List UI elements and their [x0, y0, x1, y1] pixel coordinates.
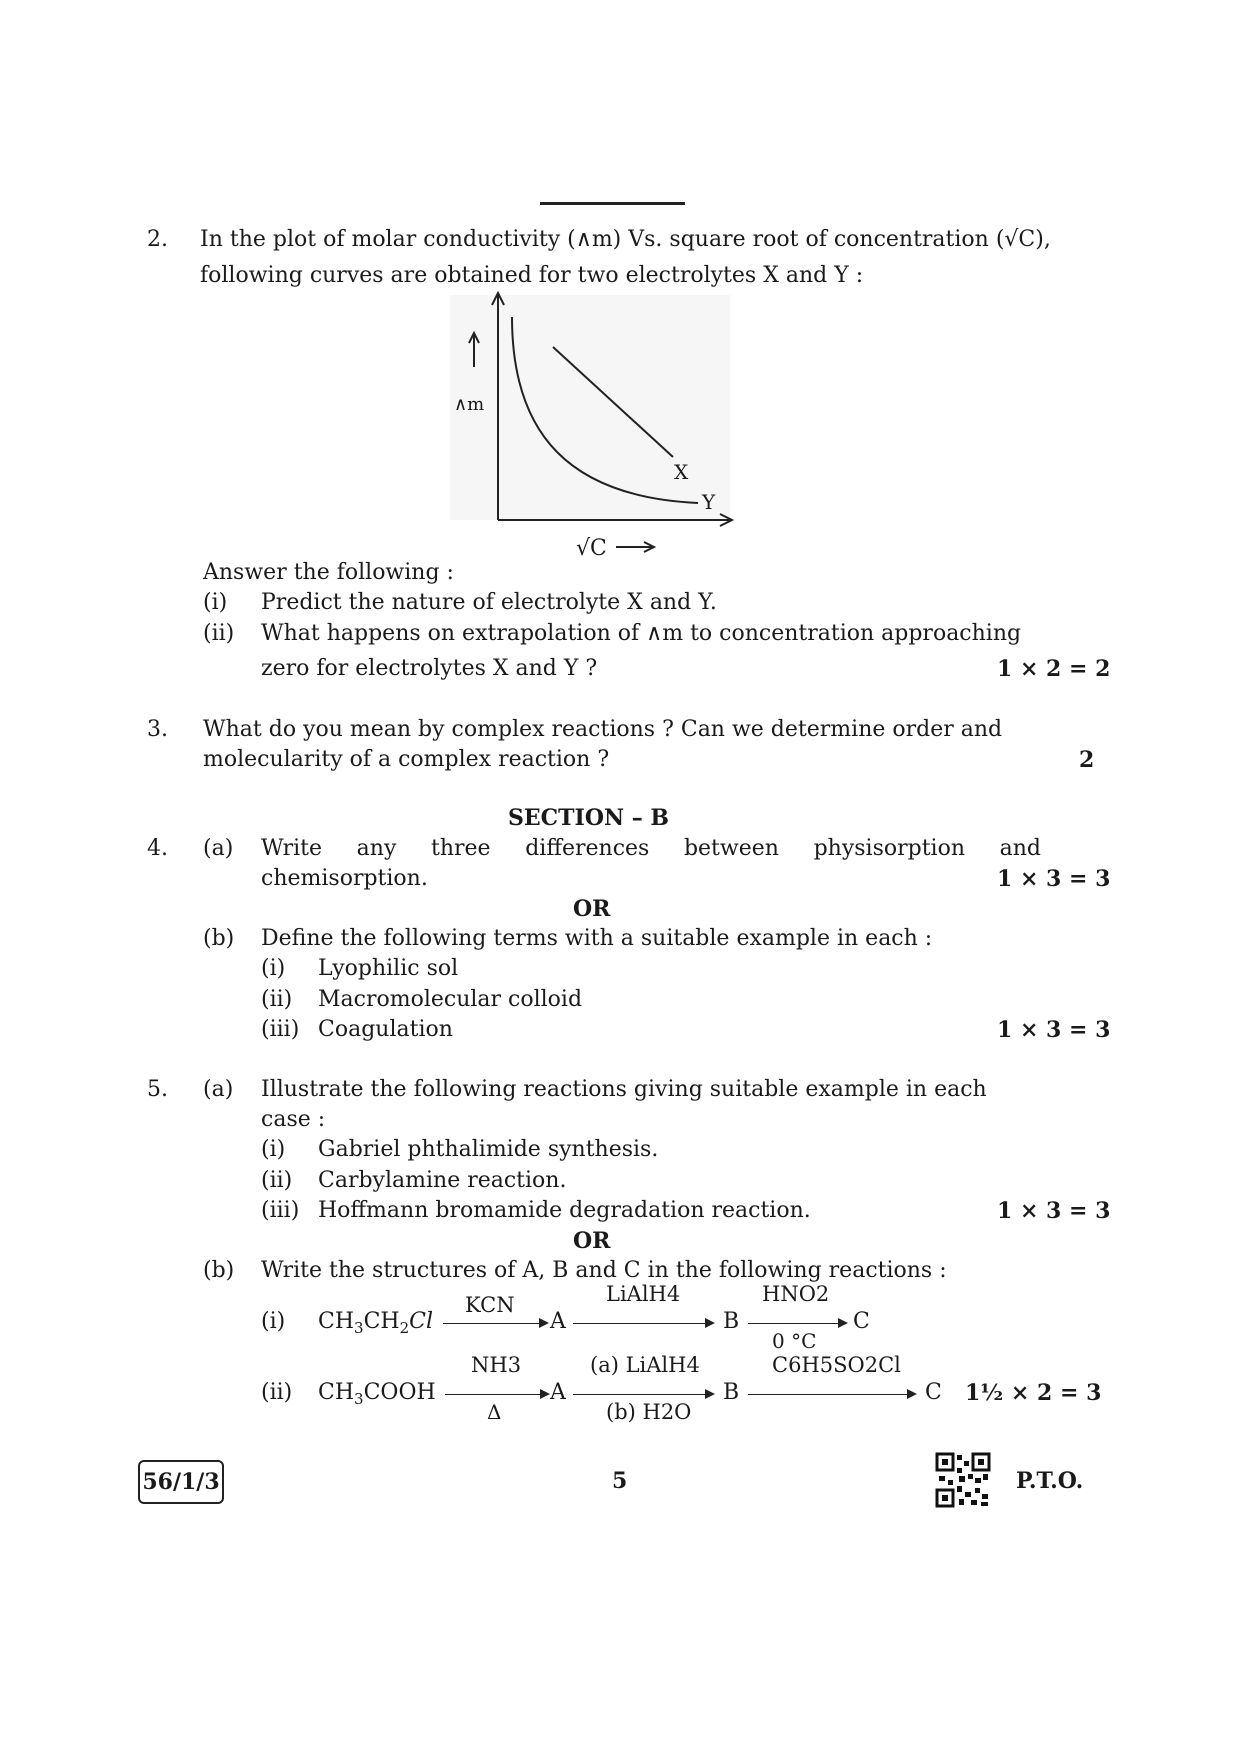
q2-marks: 1 × 2 = 2 — [997, 656, 1111, 682]
reaction-1-arrow-1 — [443, 1323, 547, 1324]
pto-label: P.T.O. — [1016, 1468, 1084, 1494]
reaction-2-reagent-2-bottom: (b) H2O — [606, 1400, 692, 1424]
q2-number: 2. — [147, 227, 168, 252]
reaction-1-arrow-2 — [573, 1323, 713, 1324]
q4-a-word: physisorption — [813, 836, 965, 861]
section-b-heading: SECTION – B — [508, 805, 670, 831]
q5-item-text: Gabriel phthalimide synthesis. — [318, 1137, 659, 1162]
graph-background — [450, 295, 730, 520]
qr-code-icon — [935, 1452, 991, 1508]
q5-a-line1: Illustrate the following reactions giving suitable example in each — [261, 1077, 987, 1102]
reaction-1-arrow-3 — [748, 1323, 846, 1324]
reaction-2-reagent-1-bottom: Δ — [487, 1400, 502, 1424]
conductivity-graph — [440, 285, 750, 565]
q4-item-text: Lyophilic sol — [318, 956, 459, 981]
q5-b-label: (b) — [203, 1258, 235, 1283]
q4-a-marks: 1 × 3 = 3 — [997, 866, 1111, 892]
q5-item-number: (iii) — [261, 1198, 300, 1223]
q3-line2: molecularity of a complex reaction ? — [203, 747, 610, 772]
q5-a-marks: 1 × 3 = 3 — [997, 1198, 1111, 1224]
q2-sub2-line1: What happens on extrapolation of ∧m to concentration approaching — [261, 621, 1022, 646]
q2-line2: following curves are obtained for two electrolytes X and Y : — [200, 263, 864, 288]
reaction-2-reactant: $CH_3COOH$ — [318, 1380, 436, 1408]
page-number: 5 — [612, 1468, 628, 1494]
reaction-2-reagent-3: C6H5SO2Cl — [772, 1353, 901, 1377]
reaction-2-product-c: C — [925, 1380, 942, 1405]
q5-item-number: (i) — [261, 1137, 286, 1162]
q5-or: OR — [573, 1228, 611, 1254]
reaction-1-reagent-3-bottom: 0 °C — [772, 1329, 817, 1353]
q4-a-word: between — [683, 836, 779, 861]
curve-x-label: X — [674, 460, 689, 484]
q4-b-label: (b) — [203, 926, 235, 951]
y-axis-label: ∧m — [454, 394, 485, 415]
q2-answer-intro: Answer the following : — [203, 560, 454, 585]
q5-a-label: (a) — [203, 1077, 234, 1102]
reaction-2-reagent-2-top: (a) LiAlH4 — [590, 1353, 700, 1377]
paper-code: 56/1/3 — [138, 1460, 224, 1504]
q4-or: OR — [573, 896, 611, 922]
q4-item-number: (i) — [261, 956, 286, 981]
q4-number: 4. — [147, 836, 168, 861]
q5-item-number: (ii) — [261, 1168, 293, 1193]
top-rule — [540, 202, 685, 205]
q4-a-label: (a) — [203, 836, 234, 861]
reaction-2-arrow-2 — [573, 1394, 713, 1395]
q4-a-word: any — [356, 836, 397, 861]
q2-sub2-number: (ii) — [203, 621, 235, 646]
reaction-1-number: (i) — [261, 1309, 286, 1334]
q5-number: 5. — [147, 1077, 168, 1102]
x-axis-label: √C — [576, 536, 607, 561]
q5-a-line2: case : — [261, 1107, 326, 1132]
curve-y-label: Y — [702, 490, 716, 514]
q2-line1: In the plot of molar conductivity (∧m) Vs. square root of concentration (√C), — [200, 227, 1051, 252]
q5-item-text: Hoffmann bromamide degradation reaction. — [318, 1198, 811, 1223]
q4-item-number: (iii) — [261, 1017, 300, 1042]
q4-b-text: Define the following terms with a suitable example in each : — [261, 926, 933, 951]
reaction-1-reagent-2: LiAlH4 — [606, 1282, 681, 1306]
q3-line1: What do you mean by complex reactions ? Can we determine order and — [203, 717, 1003, 742]
q4-item-number: (ii) — [261, 987, 293, 1012]
q4-a-word: differences — [525, 836, 650, 861]
reaction-2-reagent-1-top: NH3 — [471, 1353, 522, 1377]
reaction-1-product-b: B — [723, 1309, 740, 1334]
q3-marks: 2 — [1079, 747, 1095, 773]
q4-a-line2: chemisorption. — [261, 866, 428, 891]
reaction-2-number: (ii) — [261, 1380, 293, 1405]
reaction-2-arrow-3 — [748, 1394, 915, 1395]
q4-item-text: Coagulation — [318, 1017, 453, 1042]
q2-sub1-number: (i) — [203, 590, 228, 615]
reaction-1-reactant: $CH_3CH_2Cl$ — [318, 1309, 434, 1337]
q4-a-line1 — [261, 834, 1041, 864]
q2-sub1-text: Predict the nature of electrolyte X and Y. — [261, 590, 717, 615]
q4-a-word: three — [431, 836, 491, 861]
q4-a-word: and — [999, 836, 1041, 861]
reaction-1-product-c: C — [853, 1309, 870, 1334]
q2-sub2-line2: zero for electrolytes X and Y ? — [261, 656, 598, 681]
q4-b-marks: 1 × 3 = 3 — [997, 1017, 1111, 1043]
reaction-2-product-b: B — [723, 1380, 740, 1405]
q5-item-text: Carbylamine reaction. — [318, 1168, 567, 1193]
reaction-1-product-a: A — [550, 1309, 566, 1334]
q3-number: 3. — [147, 717, 168, 742]
reaction-1-reagent-1: KCN — [465, 1293, 515, 1317]
reaction-2-product-a: A — [550, 1380, 566, 1405]
q5-b-text: Write the structures of A, B and C in the following reactions : — [261, 1258, 947, 1283]
q4-item-text: Macromolecular colloid — [318, 987, 583, 1012]
q5-b-marks: 1½ × 2 = 3 — [965, 1380, 1102, 1406]
reaction-2-arrow-1 — [445, 1394, 548, 1395]
q4-a-word: Write — [261, 836, 323, 861]
reaction-1-reagent-3-top: HNO2 — [762, 1282, 830, 1306]
